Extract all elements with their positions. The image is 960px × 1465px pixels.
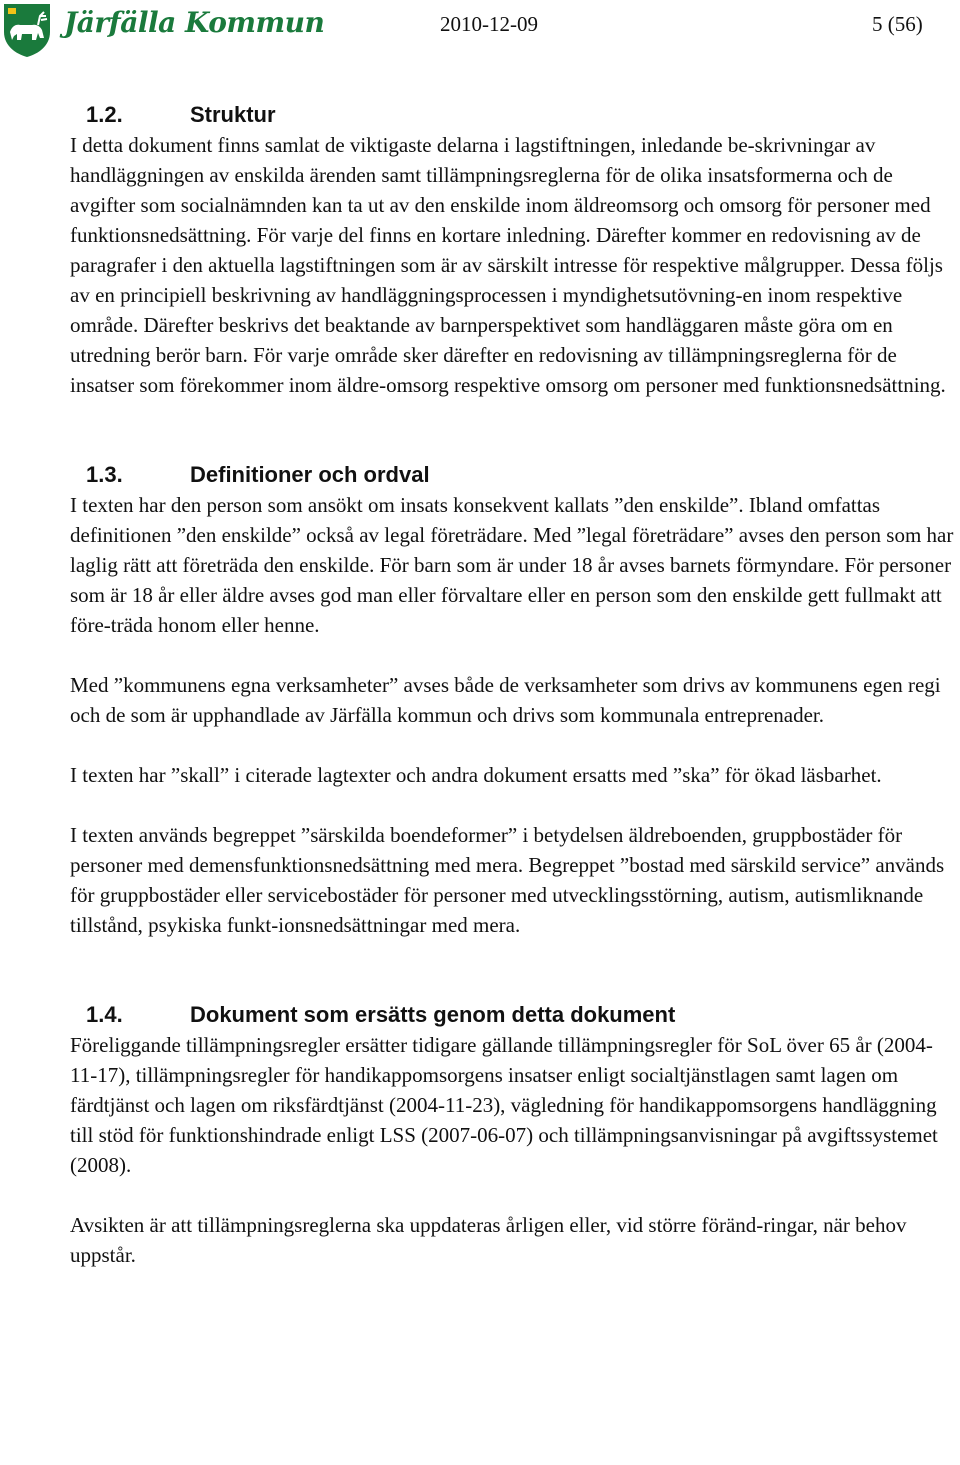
section-heading	[70, 1000, 954, 1030]
logo-wordmark: Järfälla Kommun	[64, 6, 325, 39]
section-number: 1.3.	[86, 462, 123, 487]
paragraph: I texten används begreppet ”särskilda boendeformer” i betydelsen äldreboenden, gruppbostäder för personer med demensfunktionsnedsättning med mera. Begreppet ”bostad med särskild service” används för gruppbostäder eller servicebostäder för personer med utvecklingsstörning, autism, autismliknande tillstånd, psykiska funkt-ionsnedsättningar med mera.	[70, 823, 945, 937]
paragraph: I detta dokument finns samlat de viktigaste delarna i lagstiftningen, inledande be-skrivningar av handläggningen av enskilda ärenden samt tillämpningsreglerna för de olika insatsformerna och de avgifter som socialnämnden kan ta ut av den enskilde inom äldreomsorg och omsorg för personer med funktionsnedsättning. För varje del finns en kortare inledning. Därefter kommer en redovisning av de paragrafer i den aktuella lagstiftningen som är av särskilt intresse för respektive målgrupper. Dessa följs av en principiell beskrivning av handläggningsprocessen i myndighetsutövning-en inom respektive område. Därefter beskrivs det beaktande av barnperspektivet som handläggaren måste göra om en utredning berör barn. För varje område sker därefter en redovisning av tillämpningsreglerna för de insatser som förekommer inom äldre-omsorg respektive omsorg om personer med funktionsnedsättning.	[70, 133, 946, 397]
section-number: 1.2.	[86, 102, 123, 127]
section-title: Definitioner och ordval	[190, 462, 430, 487]
section-title: Dokument som ersätts genom detta dokument	[190, 1002, 676, 1027]
document-body	[70, 100, 954, 1270]
paragraph: I texten har den person som ansökt om insats konsekvent kallats ”den enskilde”. Ibland omfattas definitionen ”den enskilde” också av legal företrädare. Med ”legal företrädare” avses den person som har laglig rätt att företräda den enskilde. För barn som är under 18 år avses barnets förmyndare. För personer som är 18 år eller äldre avses god man eller förvaltare eller en person som den enskilde gett fullmakt att före-träda honom eller henne.	[70, 493, 954, 637]
page-number: 5 (56)	[872, 12, 923, 36]
section-number: 1.4.	[86, 1002, 123, 1027]
paragraph: Avsikten är att tillämpningsreglerna ska uppdateras årligen eller, vid större föränd-ringar, när behov uppstår.	[70, 1213, 907, 1267]
section-heading	[70, 460, 954, 490]
paragraph: Med ”kommunens egna verksamheter” avses både de verksamheter som drivs av kommunens egen regi och de som är upphandlade av Järfälla kommun och drivs som kommunala entreprenader.	[70, 673, 941, 727]
section-title: Struktur	[190, 102, 276, 127]
paragraph: I texten har ”skall” i citerade lagtexter och andra dokument ersatts med ”ska” för ökad läsbarhet.	[70, 763, 882, 787]
section-heading	[70, 100, 954, 130]
document-date: 2010-12-09	[440, 12, 538, 36]
paragraph: Föreliggande tillämpningsregler ersätter tidigare gällande tillämpningsregler för SoL över 65 år (2004-11-17), tillämpningsregler för handikappomsorgens insatser enligt socialtjänstlagen samt lagen om färdtjänst och lagen om riksfärdtjänst (2004-11-23), vägledning för handikappomsorgens handläggning till stöd för funktionshindrade enligt LSS (2007-06-07) och tillämpningsanvisningar på avgiftssystemet (2008).	[70, 1033, 938, 1177]
page-header	[0, 0, 960, 62]
coat-of-arms-icon	[2, 2, 52, 58]
